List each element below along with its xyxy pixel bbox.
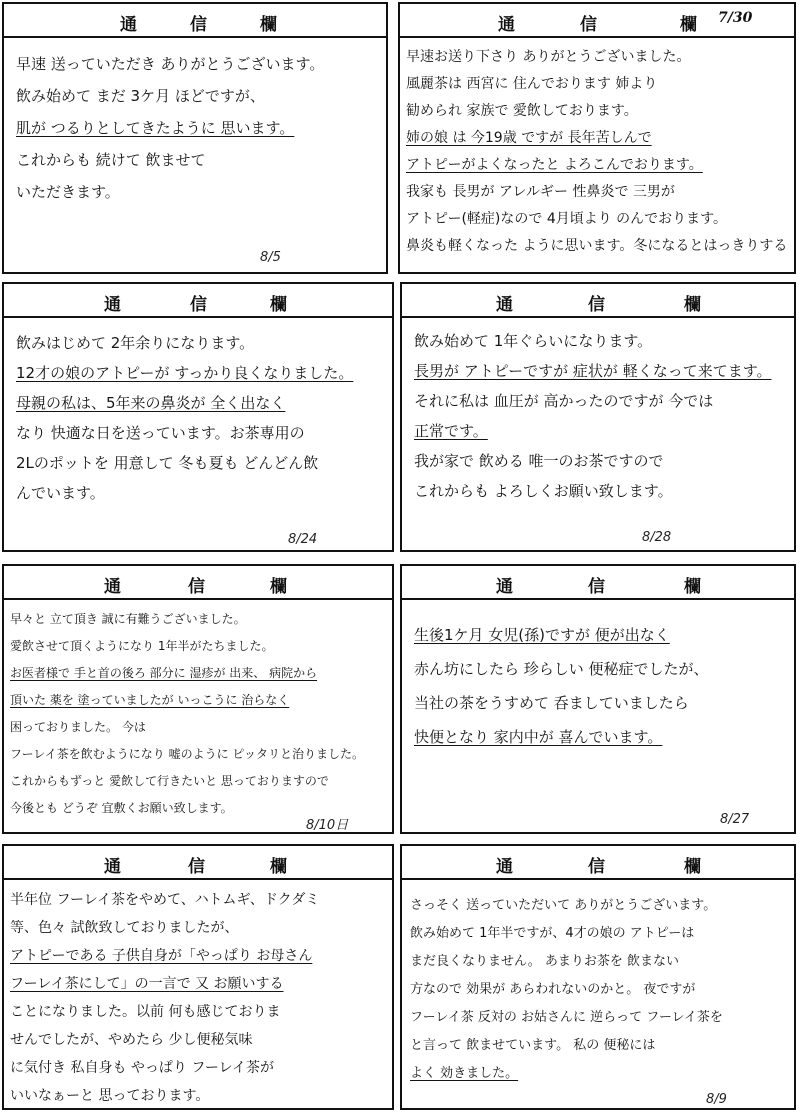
letter-card-3 [2, 282, 394, 552]
card-body [410, 892, 790, 1088]
text-line: 方なので 効果が あらわれないのかと。 夜ですが [410, 982, 696, 997]
text-line: 2Lのポットを 用意して 冬も夏も どんどん飲 [16, 454, 319, 472]
letter-card-2 [398, 2, 796, 274]
letter-card-7 [2, 844, 394, 1110]
header-char-1: 通 [496, 857, 513, 877]
card-header [4, 4, 386, 38]
header-date: 7/30 [718, 10, 753, 26]
card-header [402, 846, 794, 880]
header-char-1: 通 [120, 15, 137, 35]
card-body [10, 606, 388, 822]
text-line: これからも 続けて 飲ませて [16, 151, 206, 169]
date-stamp: 8/5 [260, 250, 281, 265]
text-line: んでいます。 [16, 484, 105, 502]
text-line: 正常です。 [414, 422, 488, 440]
text-line: フーレイ茶を飲むようになり 嘘のように ピッタリと治りました。 [10, 747, 364, 761]
text-line: いいなぁーと 思っております。 [10, 1088, 210, 1104]
text-line: 長男が アトピーですが 症状が 軽くなって来てます。 [414, 362, 772, 380]
letter-card-6 [400, 564, 796, 834]
header-char-3: 欄 [684, 857, 701, 877]
text-line: 早速お送り下さり ありがとうございました。 [406, 49, 691, 65]
text-line: まだ良くなりません。 あまりお茶を 飲まない [410, 954, 680, 969]
header-char-3: 欄 [680, 15, 697, 35]
header-char-3: 欄 [260, 15, 277, 35]
header-char-1: 通 [104, 857, 121, 877]
text-line: フーレイ茶 反対の お姑さんに 逆らって フーレイ茶を [410, 1010, 723, 1025]
text-line: 我が家で 飲める 唯一のお茶ですので [414, 452, 664, 470]
header-char-2: 信 [190, 15, 207, 35]
text-line: 飲みはじめて 2年余りになります。 [16, 334, 255, 352]
text-line: なり 快適な日を送っています。お茶専用の [16, 424, 305, 442]
header-char-2: 信 [580, 15, 597, 35]
text-line: それに私は 血圧が 高かったのですが 今では [414, 392, 714, 410]
text-line: 姉の娘 は 今19歳 ですが 長年苦しんで [406, 130, 652, 146]
text-line: 愛飲させて頂くようになり 1年半がたちました。 [10, 639, 274, 653]
text-line: 等、色々 試飲致しておりましたが、 [10, 920, 239, 936]
text-line: 当社の茶をうすめて 呑ましていましたら [414, 694, 689, 712]
text-line: お医者様で 手と首の後ろ 部分に 湿疹が 出来、 病院から [10, 666, 318, 680]
date-stamp: 8/24 [288, 532, 318, 547]
text-line: に気付き 私自身も やっぱり フーレイ茶が [10, 1060, 274, 1076]
text-line: これからもずっと 愛飲して行きたいと 思っておりますので [10, 774, 329, 788]
letter-card-4 [400, 282, 796, 552]
header-char-2: 信 [588, 577, 605, 597]
card-body [414, 326, 786, 506]
header-char-3: 欄 [684, 577, 701, 597]
date-stamp: 8/27 [720, 812, 750, 827]
text-line: 快便となり 家内中が 喜んでいます。 [414, 728, 663, 746]
date-stamp: 8/10日 [306, 818, 349, 833]
text-line: せんでしたが、やめたら 少し便秘気味 [10, 1032, 253, 1048]
text-line: 飲み始めて まだ 3ケ月 ほどですが、 [16, 87, 265, 105]
header-char-3: 欄 [270, 577, 287, 597]
text-line: 今後とも どうぞ 宜敷くお願い致します。 [10, 801, 233, 815]
text-line: アトピーである 子供自身が「やっぱり お母さん [10, 948, 313, 964]
header-char-1: 通 [496, 577, 513, 597]
text-line: 肌が つるりとしてきたように 思います。 [16, 119, 295, 137]
letter-card-5 [2, 564, 394, 834]
header-char-2: 信 [588, 857, 605, 877]
letter-card-1 [2, 2, 388, 274]
text-line: よく 効きました。 [410, 1066, 519, 1081]
header-char-1: 通 [498, 15, 515, 35]
card-header [4, 566, 392, 600]
text-line: 飲み始めて 1年半ですが、4才の娘の アトピーは [410, 926, 695, 941]
header-char-1: 通 [104, 295, 121, 315]
card-header [4, 284, 392, 318]
header-char-2: 信 [190, 295, 207, 315]
header-char-2: 信 [588, 295, 605, 315]
text-line: 飲み始めて 1年ぐらいになります。 [414, 332, 653, 350]
text-line: と言って 飲ませています。 私の 便秘には [410, 1038, 656, 1053]
card-header [402, 284, 794, 318]
text-line: 頂いた 薬を 塗っていましたが いっこうに 治らなく [10, 693, 290, 707]
card-body [16, 328, 384, 508]
text-line: 勧められ 家族で 愛飲しております。 [406, 103, 638, 119]
header-char-1: 通 [496, 295, 513, 315]
text-line: 風麗茶は 西宮に 住んでおります 姉より [406, 76, 658, 92]
text-line: 生後1ケ月 女児(孫)ですが 便が出なく [414, 626, 670, 644]
card-header [400, 4, 794, 38]
text-line: 12才の娘のアトピーが すっかり良くなりました。 [16, 364, 354, 382]
text-line: ことになりました。以前 何も感じておりま [10, 1004, 281, 1020]
text-line: アトピー(軽症)なので 4月頃より のんでおります。 [406, 211, 728, 227]
header-char-3: 欄 [684, 295, 701, 315]
text-line: これからも よろしくお願い致します。 [414, 482, 673, 500]
header-char-2: 信 [188, 577, 205, 597]
card-body [414, 618, 786, 754]
text-line: 我家も 長男が アレルギー 性鼻炎で 三男が [406, 184, 675, 200]
card-body [10, 886, 388, 1110]
card-header [402, 566, 794, 600]
text-line: 早速 送っていただき ありがとうございます。 [16, 55, 325, 73]
letter-card-8 [400, 844, 796, 1110]
header-char-3: 欄 [270, 295, 287, 315]
text-line: 鼻炎も軽くなった ように思います。冬になるとはっきりする [406, 238, 788, 254]
text-line: フーレイ茶にして」の一言で 又 お願いする [10, 976, 284, 992]
text-line: アトピーがよくなったと よろこんでおります。 [406, 157, 703, 173]
card-header [4, 846, 392, 880]
date-stamp: 8/9 [706, 1092, 727, 1107]
text-line: 母親の私は、5年来の鼻炎が 全く出なく [16, 394, 286, 412]
date-stamp: 8/28 [642, 530, 672, 545]
text-line: 困っておりました。 今は [10, 720, 146, 734]
text-line: いただきます。 [16, 183, 120, 201]
card-body [406, 44, 790, 260]
header-char-3: 欄 [270, 857, 287, 877]
text-line: さっそく 送っていただいて ありがとうございます。 [410, 898, 717, 913]
text-line: 早々と 立て頂き 誠に有難うございました。 [10, 612, 246, 626]
card-body [16, 48, 378, 208]
header-char-1: 通 [104, 577, 121, 597]
header-char-2: 信 [188, 857, 205, 877]
text-line: 半年位 フーレイ茶をやめて、ハトムギ、ドクダミ [10, 892, 320, 908]
text-line: 赤ん坊にしたら 珍らしい 便秘症でしたが、 [414, 660, 709, 678]
